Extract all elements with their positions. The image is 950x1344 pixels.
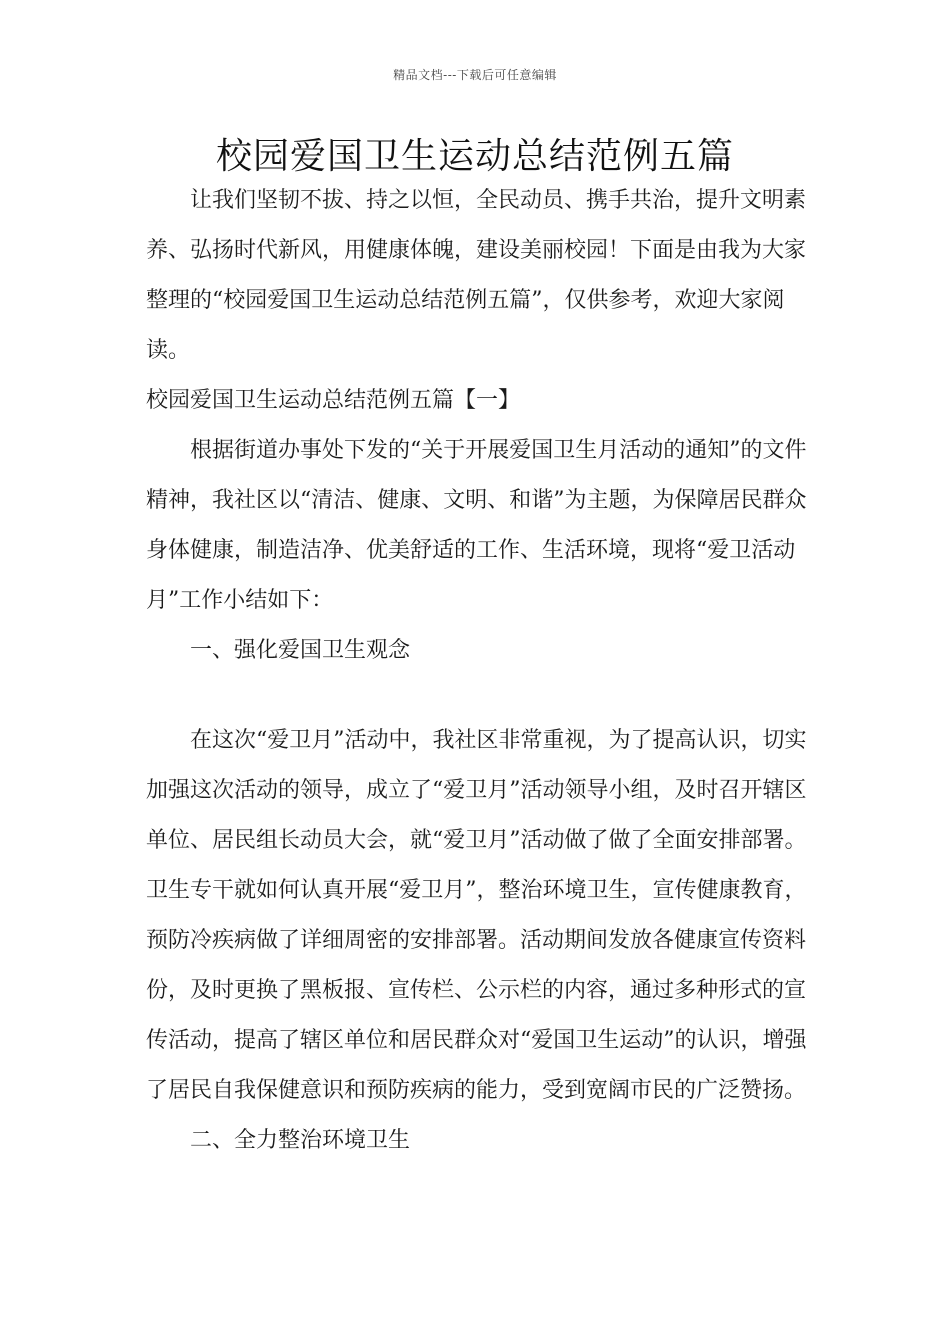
header-note: 精品文档---下载后可任意编辑	[393, 68, 557, 82]
spacer	[146, 676, 826, 716]
intro-paragraph: 让我们坚韧不拔、持之以恒，全民动员、携手共治，提升文明素养、弘扬时代新风，用健康体魄，建设美丽校园！下面是由我为大家整理的“校园爱国卫生运动总结范例五篇”，仅供参考，欢迎大家阅读。	[146, 188, 807, 363]
document-body	[146, 176, 826, 1166]
paragraph-1: 根据街道办事处下发的“关于开展爱国卫生月活动的通知”的文件精神，我社区以“清洁、健康、文明、和谐”为主题，为保障居民群众身体健康，制造洁净、优美舒适的工作、生活环境，现将“爱卫活动月”工作小结如下：	[146, 438, 807, 613]
document-title: 校园爱国卫生运动总结范例五篇	[215, 136, 734, 177]
paragraph-2: 在这次“爱卫月”活动中，我社区非常重视，为了提高认识，切实加强这次活动的领导，成立了“爱卫月”活动领导小组，及时召开辖区单位、居民组长动员大会，就“爱卫月”活动做了做了全面安排部署。卫生专干就如何认真开展“爱卫月”，整治环境卫生，宣传健康教育，预防冷疾病做了详细周密的安排部署。活动期间发放各健康宣传资料份，及时更换了黑板报、宣传栏、公示栏的内容，通过多种形式的宣传活动，提高了辖区单位和居民群众对“爱国卫生运动”的认识，增强了居民自我保健意识和预防疾病的能力，受到宽阔市民的广泛赞扬。	[146, 728, 807, 1103]
part-title: 校园爱国卫生运动总结范例五篇【一】	[146, 388, 521, 413]
section-heading-2: 二、全力整治环境卫生	[190, 1128, 411, 1153]
section-heading-1: 一、强化爱国卫生观念	[190, 638, 411, 663]
